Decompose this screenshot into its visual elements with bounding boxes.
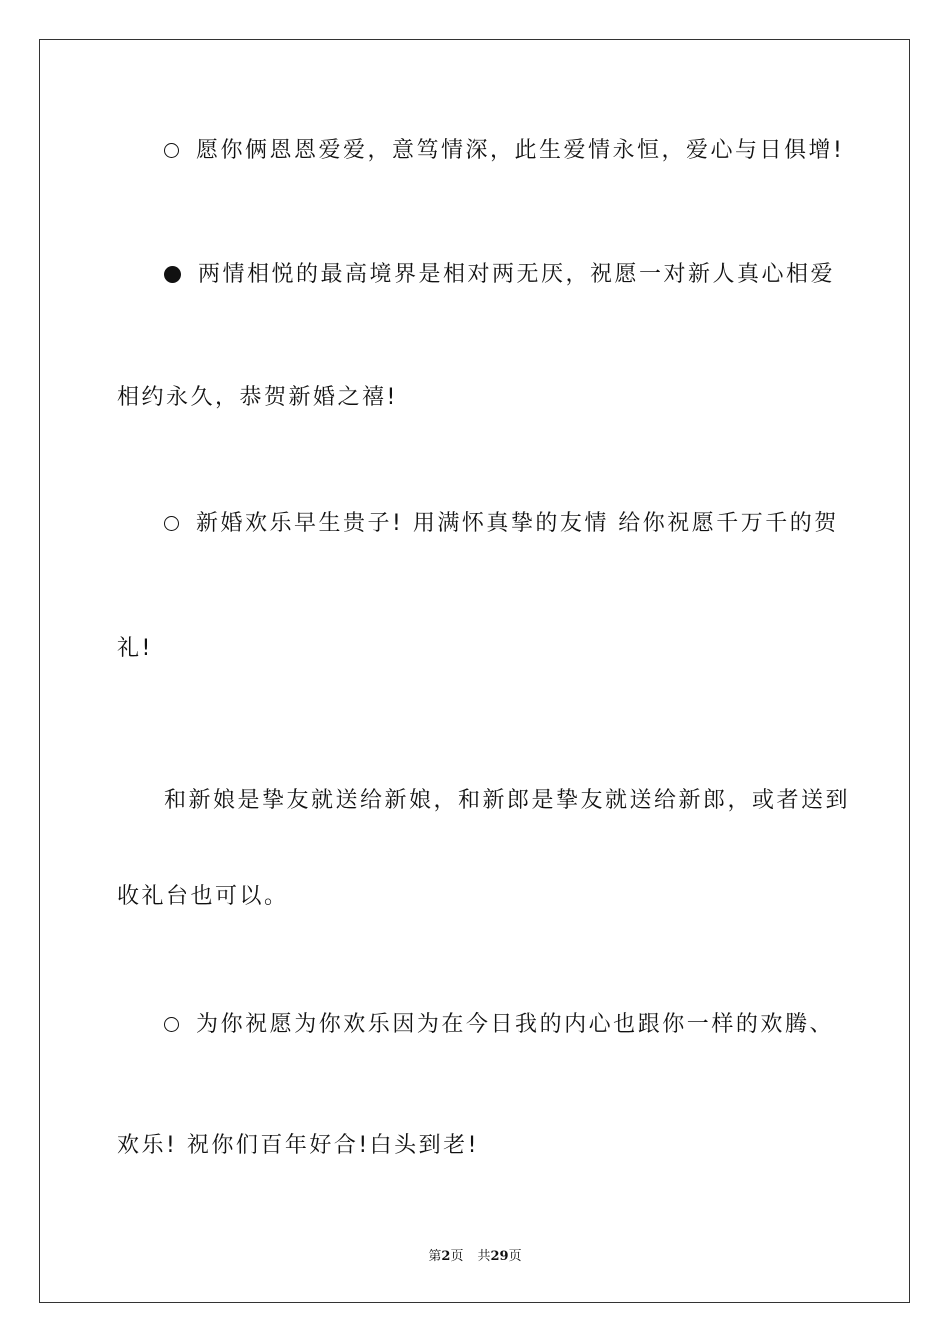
paragraph-3-line-1 — [164, 509, 839, 539]
total-suffix: 页 — [508, 1249, 522, 1264]
paragraph-3-line-2: 礼! — [117, 636, 153, 661]
paragraph-4-line-2: 收礼台也可以。 — [117, 884, 289, 909]
paragraph-2-line-1 — [164, 260, 834, 290]
paragraph-1-line-1 — [164, 136, 845, 166]
open-circle-icon — [164, 516, 179, 531]
open-circle-icon — [164, 1017, 179, 1032]
paragraph-2-text-1: 两情相悦的最高境界是相对两无厌，祝愿一对新人真心相爱 — [198, 262, 836, 287]
paragraph-4-line-1: 和新娘是挚友就送给新娘，和新郎是挚友就送给新郎，或者送到 — [164, 788, 851, 813]
total-prefix: 共 — [477, 1249, 491, 1264]
page-suffix: 页 — [450, 1249, 464, 1264]
paragraph-2-line-2: 相约永久，恭贺新婚之禧! — [117, 385, 398, 410]
paragraph-5-line-2: 欢乐! 祝你们百年好合!白头到老! — [117, 1133, 479, 1158]
paragraph-5-line-1 — [164, 1010, 834, 1040]
page-footer — [0, 1248, 950, 1266]
filled-circle-icon — [164, 266, 181, 283]
paragraph-3-text-1: 新婚欢乐早生贵子! 用满怀真挚的友情 给你祝愿千万千的贺 — [196, 511, 839, 536]
total-pages: 29 — [490, 1249, 509, 1264]
paragraph-5-text-1: 为你祝愿为你欢乐因为在今日我的内心也跟你一样的欢腾、 — [196, 1012, 834, 1037]
paragraph-1-text-1: 愿你俩恩恩爱爱，意笃情深，此生爱情永恒，爱心与日俱增! — [196, 138, 845, 163]
page-number: 2 — [441, 1249, 451, 1264]
open-circle-icon — [164, 143, 179, 158]
page-prefix: 第 — [428, 1249, 442, 1264]
page-border — [39, 39, 910, 1303]
